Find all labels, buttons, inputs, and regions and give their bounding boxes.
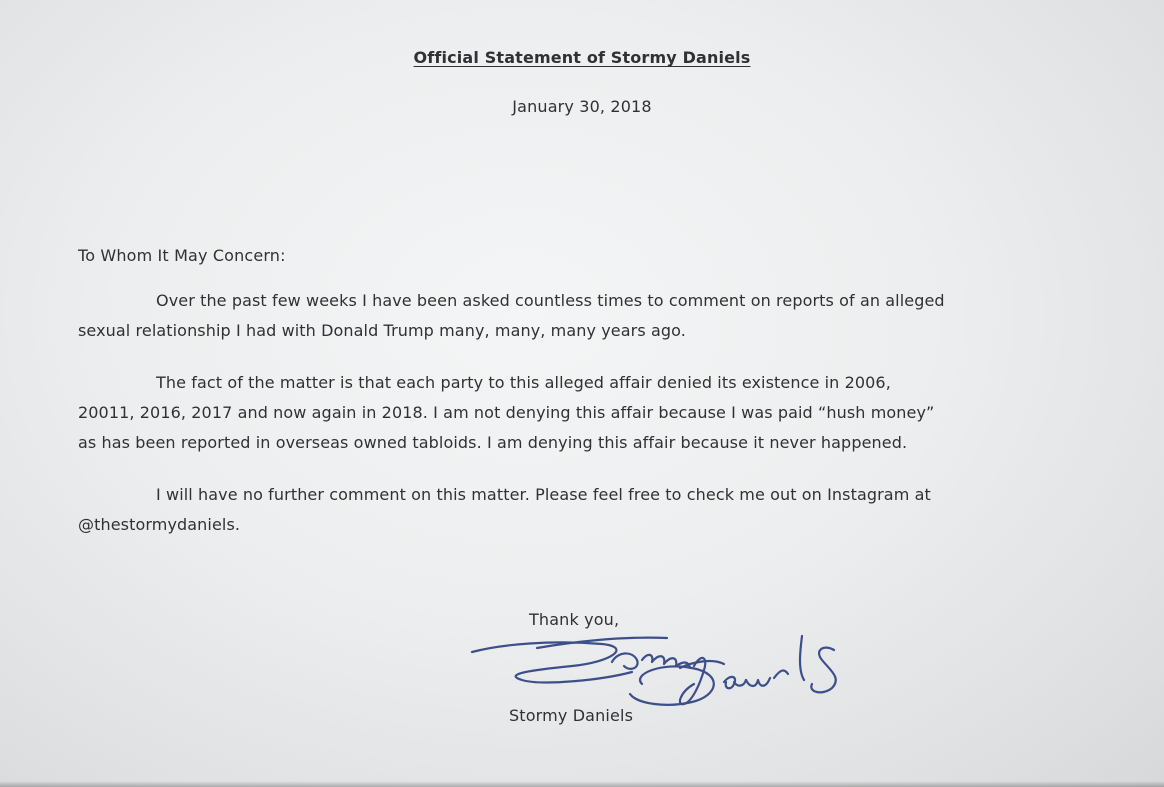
letter-title: Official Statement of Stormy Daniels [413, 48, 751, 67]
paragraph-2 [78, 368, 1118, 458]
paragraph-3 [78, 480, 1118, 540]
paragraph-1 [78, 286, 1118, 346]
signer-name: Stormy Daniels [509, 706, 634, 725]
salutation: To Whom It May Concern: [78, 246, 286, 265]
paragraph-2-line-1: The fact of the matter is that each party to this alleged affair denied its existence in 2006, [156, 373, 891, 392]
paragraph-1-line-2: sexual relationship I had with Donald Trump many, many, many years ago. [78, 321, 686, 340]
closing: Thank you, [529, 610, 620, 629]
paragraph-1-line-1: Over the past few weeks I have been asked countless times to comment on reports of an alleged [156, 291, 945, 310]
paragraph-2-line-3: as has been reported in overseas owned tabloids. I am denying this affair because it never happened. [78, 433, 908, 452]
paragraph-2-line-2: 20011, 2016, 2017 and now again in 2018. I am not denying this affair because I was paid “hush money” [78, 403, 935, 422]
paragraph-3-line-1: I will have no further comment on this matter. Please feel free to check me out on Instagram at [156, 485, 931, 504]
paragraph-3-line-2: @thestormydaniels. [78, 515, 241, 534]
handwritten-signature [462, 622, 882, 712]
letter-date: January 30, 2018 [512, 97, 652, 116]
